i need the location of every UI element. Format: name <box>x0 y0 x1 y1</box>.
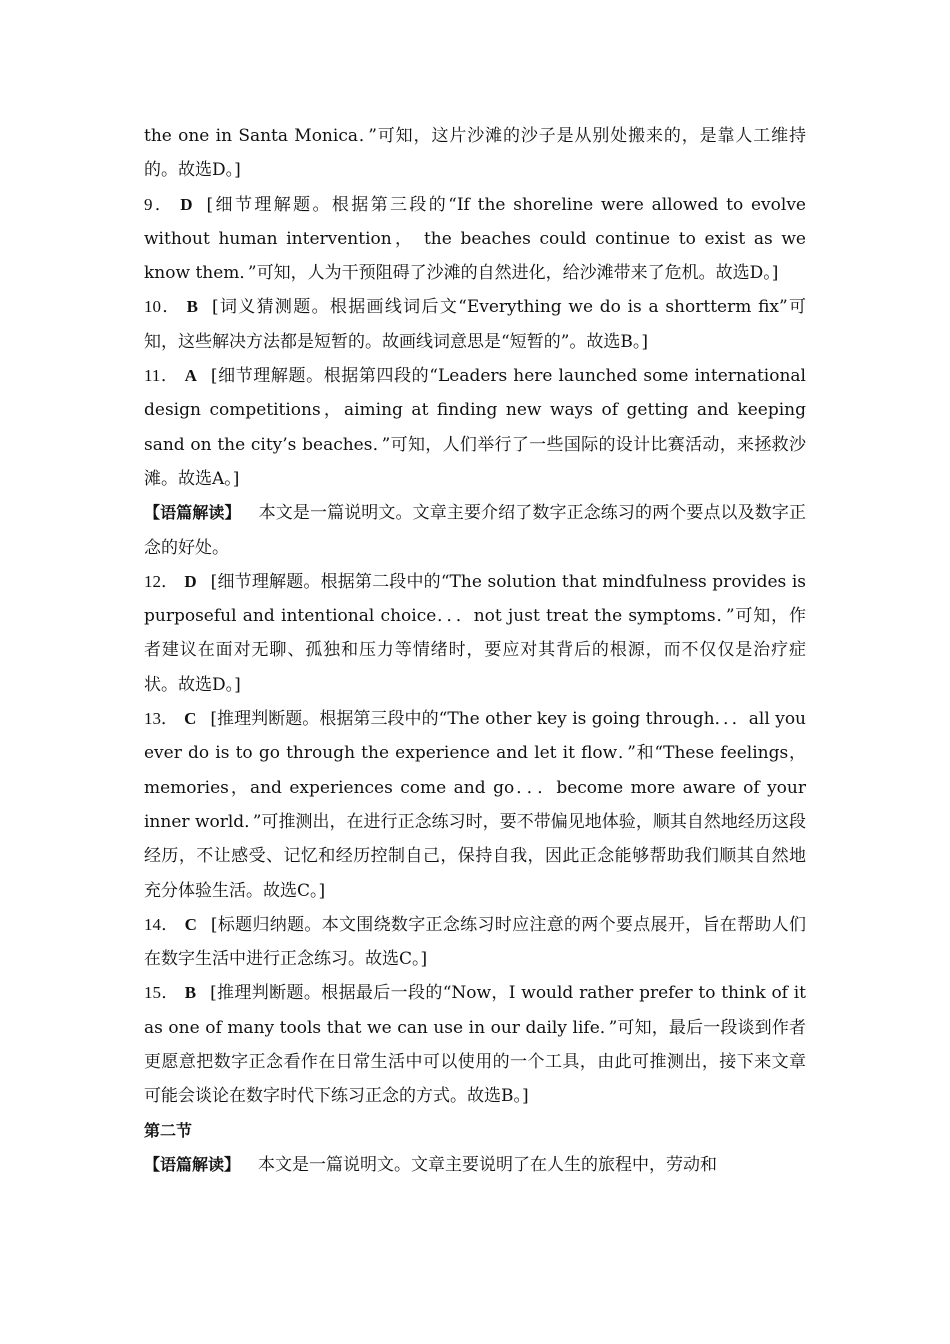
explanation-text: [推理判断题。根据最后一段的“Now，I would rather prefer to think of it as one of many tools that we can use in our daily life．”可知，最后一段谈到作者更愿意把数字正念看作在日常生活中可以使用的一个工具，由此可推测出，接下来文章可能会谈论在数字时代下练习正念的方式。故选B。] <box>144 983 807 1107</box>
explanation-text: [细节理解题。根据第四段的“Leaders here launched some international design competitions，aiming at finding new ways of getting and keeping sand on the city’s beaches．”可知，人们举行了一些国际的设计比赛活动，来拯救沙滩。故选A。] <box>144 366 806 489</box>
answer-item-14 <box>144 908 806 977</box>
heading-label: 【语篇解读】 <box>144 1154 241 1174</box>
question-number: 10． <box>144 297 181 317</box>
explanation-text: [推理判断题。根据第三段中的“The other key is going through．．．all you ever do is to go through the experience and let it flow．”和“These feelings，memories，and experiences come and go．．．become more aware of your inner world．”可推测出，在进行正念练习时，要不带偏见地体验，顺其自然地经历这段经历，不让感受、记忆和经历控制自己，保持自我，因此正念能够帮助我们顺其自然地充分体验生活。故选C。] <box>144 709 806 901</box>
answer-letter: B <box>186 297 198 317</box>
heading-text: 本文是一篇说明文。文章主要介绍了数字正念练习的两个要点以及数字正念的好处。 <box>144 503 806 558</box>
explanation-text: [标题归纳题。本文围绕数字正念练习时应注意的两个要点展开，旨在帮助人们在数字生活中进行正念练习。故选C。] <box>144 914 806 970</box>
answer-item-12 <box>144 565 806 702</box>
explanation-text: [词义猜测题。根据画线词后文“Everything we do is a shortterm fix”可知，这些解决方法都是短暂的。故画线词意思是“短暂的”。故选B。] <box>144 297 807 352</box>
section-title <box>144 1114 806 1148</box>
answer-letter: D <box>180 194 193 214</box>
answer-letter: C <box>184 709 197 729</box>
answer-item-15 <box>144 976 806 1113</box>
continuation-paragraph <box>144 119 806 188</box>
question-number: 9． <box>144 194 175 214</box>
question-number: 11． <box>144 366 179 386</box>
answer-item-11 <box>144 359 806 496</box>
answer-letter: A <box>184 366 197 386</box>
answer-item-13 <box>144 702 806 908</box>
question-number: 15． <box>144 983 179 1003</box>
heading-text: 本文是一篇说明文。文章主要说明了在人生的旅程中，劳动和 <box>258 1154 718 1175</box>
passage-reading-heading <box>144 1148 806 1182</box>
answer-letter: D <box>184 571 197 591</box>
document-page <box>144 119 806 1182</box>
question-number: 13． <box>144 709 179 729</box>
section-label: 第二节 <box>144 1120 193 1140</box>
explanation-text: [细节理解题。根据第二段中的“The solution that mindfulness provides is purposeful and intentional choice．．．not just treat the symptoms．”可知，作者建议在面对无聊、孤独和压力等情绪时，要应对其背后的根源，而不仅仅是治疗症状。故选D。] <box>144 571 807 695</box>
question-number: 12． <box>144 571 179 591</box>
question-number: 14． <box>144 914 179 934</box>
answer-letter: C <box>184 914 197 934</box>
answer-item-9 <box>144 188 806 291</box>
explanation-text: [细节理解题。根据第三段的“If the shoreline were allowed to evolve without human intervention， the beaches could continue to exist as we know them．”可知，人为干预阻碍了沙滩的自然进化，给沙滩带来了危机。故选D。] <box>144 194 806 284</box>
heading-label: 【语篇解读】 <box>144 503 241 523</box>
passage-reading-heading <box>144 496 806 565</box>
answer-letter: B <box>184 983 197 1003</box>
paragraph-text: the one in Santa Monica．”可知，这片沙滩的沙子是从别处搬来的，是靠人工维持的。故选D。] <box>144 126 806 181</box>
answer-item-10 <box>144 290 806 359</box>
